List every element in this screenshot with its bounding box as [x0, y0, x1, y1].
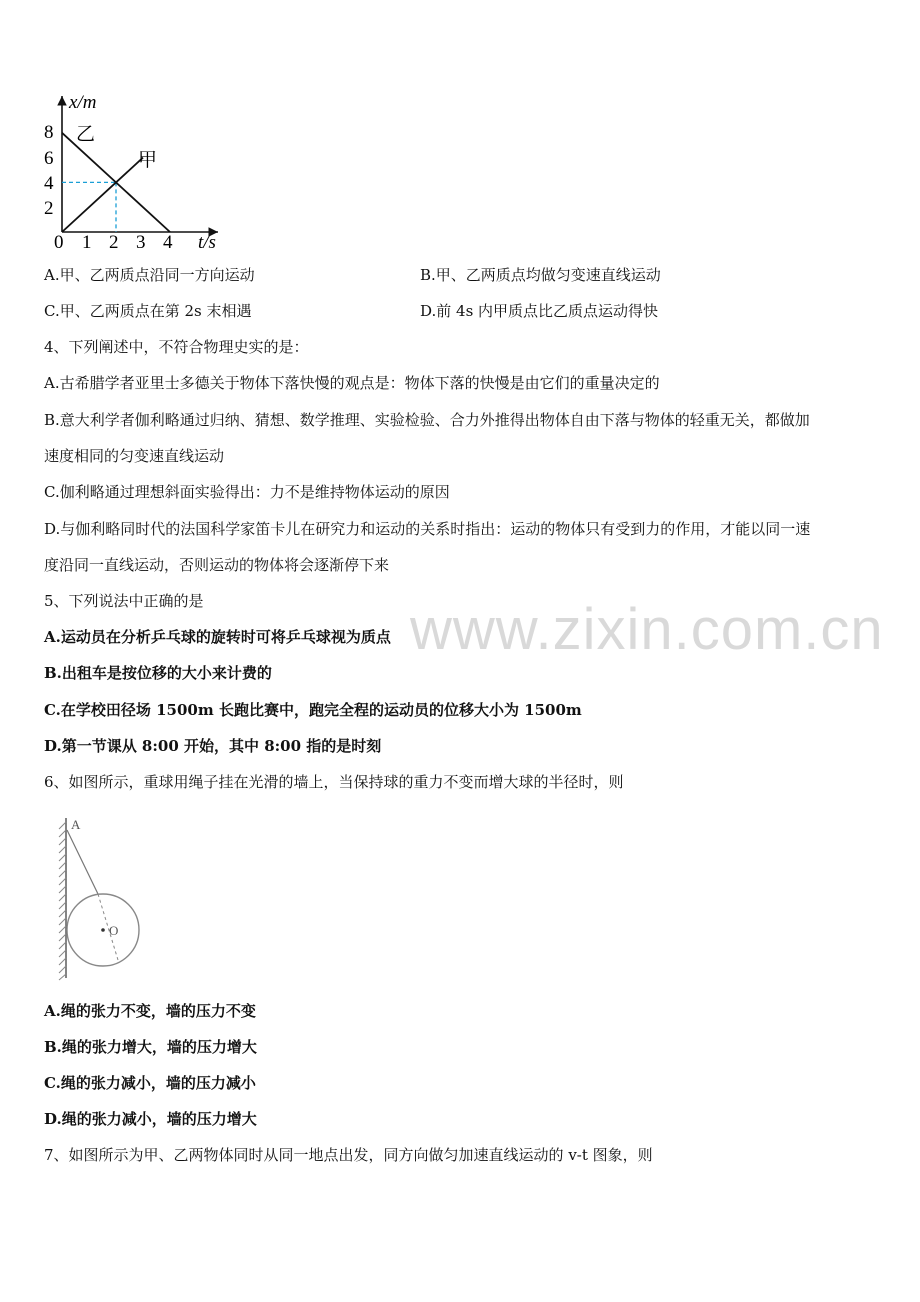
q4-option-b-line1: B.意大利学者伽利略通过归纳、猜想、数学推理、实验检验、合力外推得出物体自由下落与物体的轻重无关，都做加	[44, 411, 810, 429]
ball-on-wall-figure	[56, 812, 146, 984]
q6-option-a: A.绳的张力不变，墙的压力不变	[44, 1002, 256, 1020]
q4-option-d-line1: D.与伽利略同时代的法国科学家笛卡儿在研究力和运动的关系时指出：运动的物体只有受到力的作用，才能以同一速	[44, 520, 811, 538]
x-tick: 2	[109, 232, 119, 253]
x-tick: 1	[82, 232, 92, 253]
ball-center-dot	[101, 928, 105, 932]
watermark: www.zixin.com.cn	[410, 597, 884, 662]
x-tick: 3	[136, 232, 146, 253]
q6-stem: 6、如图所示，重球用绳子挂在光滑的墙上，当保持球的重力不变而增大球的半径时，则	[44, 773, 624, 791]
x-axis-label: t/s	[198, 232, 216, 253]
x-tick: 4	[163, 232, 173, 253]
q6-option-c: C.绳的张力减小，墙的压力减小	[44, 1074, 256, 1092]
q3-option-d: D.前 4s 内甲质点比乙质点运动得快	[420, 302, 659, 320]
q4-option-c: C.伽利略通过理想斜面实验得出：力不是维持物体运动的原因	[44, 483, 450, 501]
q3-option-c: C.甲、乙两质点在第 2s 末相遇	[44, 302, 252, 320]
q4-stem: 4、下列阐述中，不符合物理史实的是：	[44, 338, 309, 356]
label-o: O	[109, 923, 119, 938]
wall-hatching	[59, 822, 66, 980]
q5-option-b: B.出租车是按位移的大小来计费的	[44, 664, 272, 682]
q6-option-b: B.绳的张力增大，墙的压力增大	[44, 1038, 257, 1056]
rope	[67, 830, 98, 894]
q5-option-c: C.在学校田径场 1500m 长跑比赛中，跑完全程的运动员的位移大小为 1500m	[44, 701, 582, 719]
y-tick: 8	[44, 122, 54, 143]
label-a: A	[71, 817, 81, 832]
q5-option-a: A.运动员在分析乒乓球的旋转时可将乒乓球视为质点	[44, 628, 391, 646]
q4-option-b-line2: 速度相同的匀变速直线运动	[44, 447, 225, 465]
q5-option-d: D.第一节课从 8:00 开始，其中 8:00 指的是时刻	[44, 737, 382, 755]
xt-graph	[38, 88, 238, 256]
x-tick: 0	[54, 232, 64, 253]
q5-stem: 5、下列说法中正确的是	[44, 592, 204, 610]
y-axis-label: x/m	[69, 92, 97, 113]
q6-option-d: D.绳的张力减小，墙的压力增大	[44, 1110, 257, 1128]
series-label-yi: 乙	[76, 124, 96, 145]
y-tick: 4	[44, 173, 54, 194]
q3-option-b: B.甲、乙两质点均做匀变速直线运动	[420, 266, 661, 284]
q4-option-a: A.古希腊学者亚里士多德关于物体下落快慢的观点是：物体下落的快慢是由它们的重量决定的	[44, 374, 660, 392]
q7-stem: 7、如图所示为甲、乙两物体同时从同一地点出发，同方向做匀加速直线运动的 v-t 图象，则	[44, 1146, 653, 1164]
series-line-jia	[62, 158, 143, 232]
y-tick: 2	[44, 198, 54, 219]
q4-option-d-line2: 度沿同一直线运动，否则运动的物体将会逐渐停下来	[44, 556, 390, 574]
q3-option-a: A.甲、乙两质点沿同一方向运动	[44, 266, 255, 284]
series-label-jia: 甲	[138, 150, 158, 171]
y-tick: 6	[44, 148, 54, 169]
